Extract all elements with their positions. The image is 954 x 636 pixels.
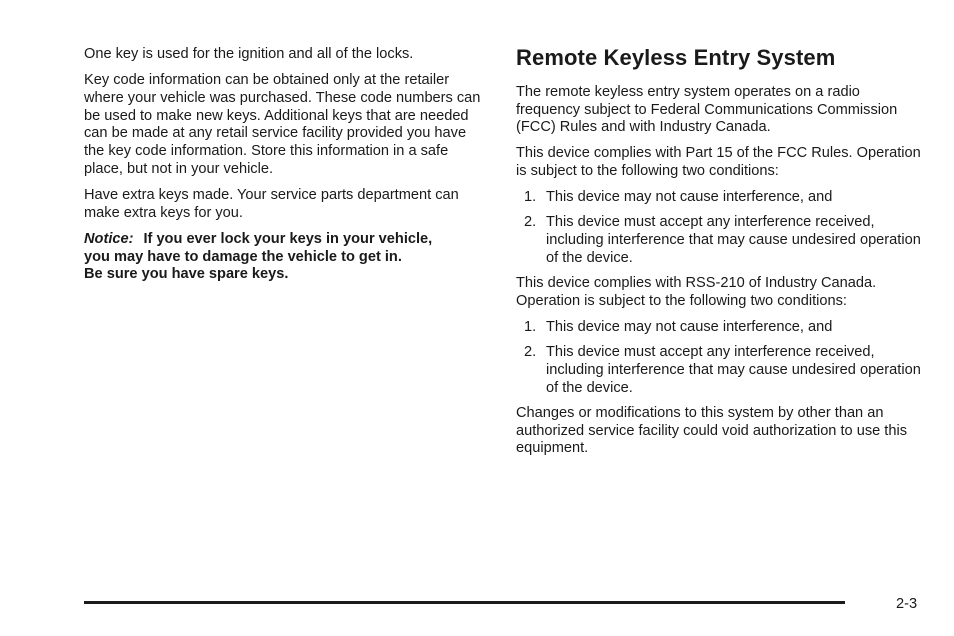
list-item — [516, 319, 926, 337]
intro-paragraph: The remote keyless entry system operates on a radio frequency subject to Federal Communications Commission (FCC) Rules and with Industry Canada. — [516, 84, 898, 136]
modifications-paragraph: Changes or modifications to this system by other than an authorized service facility could void authorization to use this equipment. — [516, 404, 907, 457]
footer-rule — [84, 601, 845, 604]
list-item-text: This device may not cause interference, and — [546, 189, 833, 206]
notice-line-2: you may have to damage the vehicle to get in. — [84, 248, 402, 265]
list-item-number: 2. — [524, 214, 537, 231]
key-code-paragraph: Key code information can be obtained only at the retailer where your vehicle was purchased. These code numbers can be used to make new keys. Additional keys that are needed can be made at any retail service facility provided you have the key code information. Store this information in a safe place, but not in your vehicle. — [84, 72, 481, 177]
ignition-key-paragraph: One key is used for the ignition and all of the locks. — [84, 46, 414, 62]
list-item — [516, 344, 926, 397]
notice-label: Notice: — [84, 230, 134, 247]
list-item-text: This device must accept any interference received, including interference that may cause undesired operation of the device. — [546, 214, 921, 266]
section-heading: Remote Keyless Entry System — [516, 45, 836, 70]
page-number: 2-3 — [896, 596, 918, 612]
list-item-number: 1. — [524, 318, 537, 335]
list-item — [516, 214, 926, 267]
fcc-conditions-list — [516, 189, 926, 267]
extra-keys-paragraph: Have extra keys made. Your service parts department can make extra keys for you. — [84, 186, 459, 221]
rss-conditions-list — [516, 319, 926, 397]
left-column — [84, 46, 484, 292]
right-column — [516, 44, 926, 466]
rss-compliance-paragraph: This device complies with RSS-210 of Industry Canada. Operation is subject to the following two conditions: — [516, 275, 877, 309]
list-item-text: This device must accept any interference received, including interference that may cause undesired operation of the device. — [546, 344, 921, 396]
list-item-number: 1. — [524, 189, 537, 206]
notice-block — [84, 231, 484, 284]
list-item-text: This device may not cause interference, and — [546, 318, 833, 335]
list-item-number: 2. — [524, 344, 537, 361]
list-item — [516, 189, 926, 207]
fcc-compliance-paragraph: This device complies with Part 15 of the FCC Rules. Operation is subject to the following two conditions: — [516, 145, 921, 180]
notice-line-1: If you ever lock your keys in your vehicle, — [143, 230, 433, 247]
notice-line-3: Be sure you have spare keys. — [84, 266, 289, 283]
